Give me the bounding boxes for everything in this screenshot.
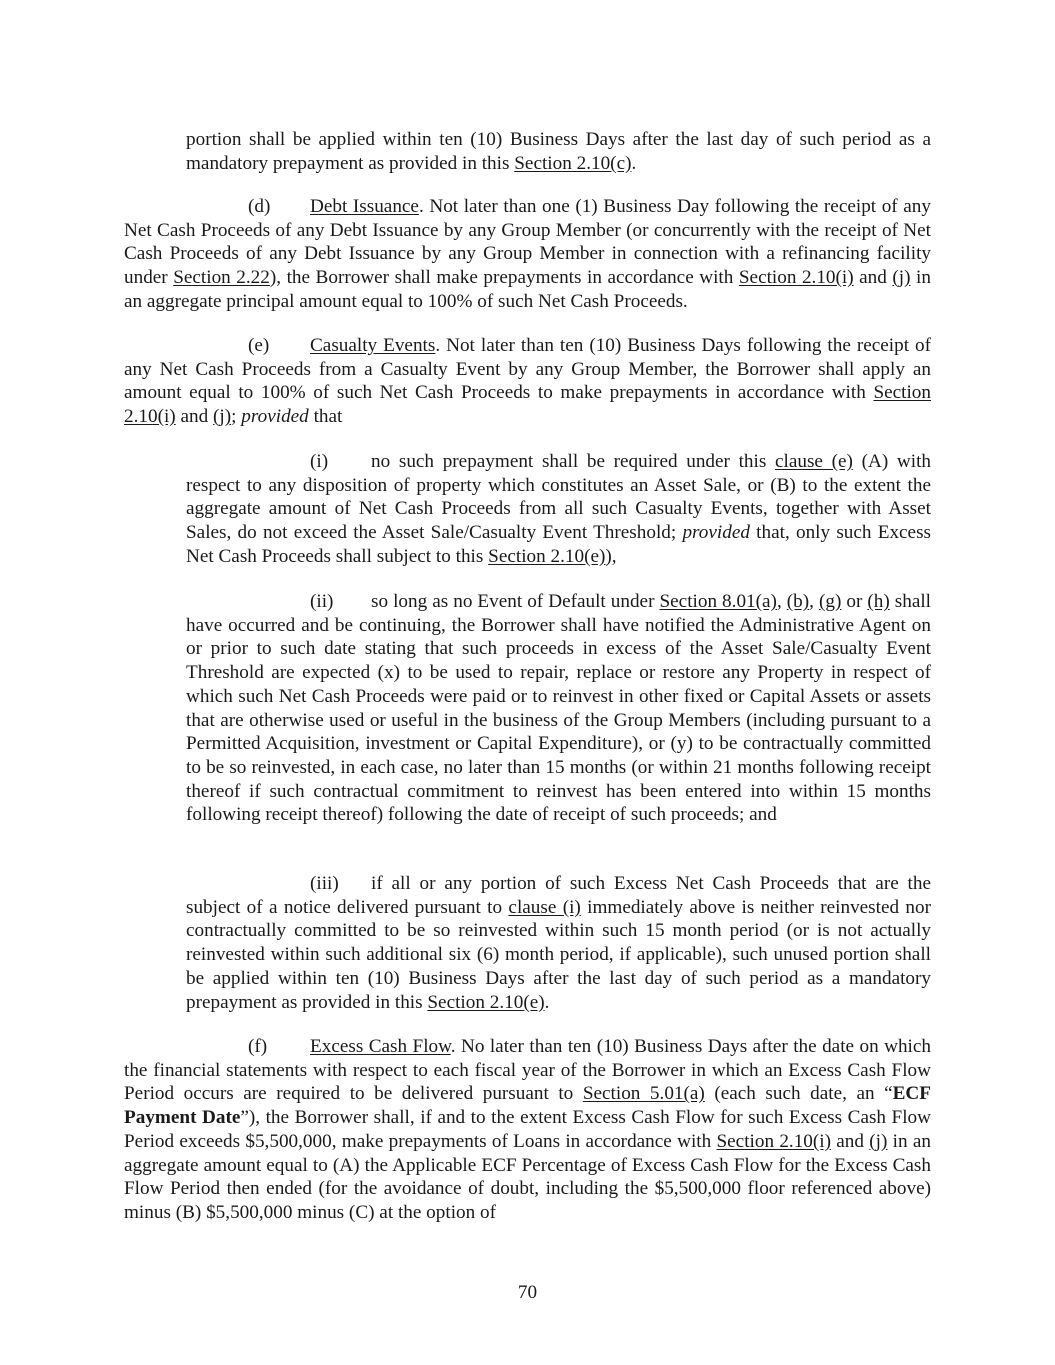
- italic-term: provided: [241, 406, 309, 428]
- section-reference: Section 5.01(a): [582, 1083, 705, 1105]
- section-reference: Section 2.22: [173, 267, 270, 289]
- paragraph-f-excess-cash-flow: [124, 1035, 931, 1225]
- section-reference: (h): [867, 591, 890, 612]
- section-reference: Section 2.10(e): [427, 991, 545, 1013]
- section-reference: (j): [213, 406, 232, 428]
- text: so long as no Event of Default under: [371, 591, 660, 612]
- text: ,: [809, 591, 819, 612]
- page-number: 70: [517, 1282, 538, 1303]
- paragraph-continuation: [186, 128, 931, 175]
- clause-heading: Casualty Events: [310, 335, 436, 356]
- section-reference: Section 8.01(a): [659, 591, 777, 612]
- section-reference: Section 2.10(i): [716, 1130, 832, 1152]
- text: portion shall be applied within ten (10) Business Days after the last day of such period as a mandatory prepayment as provided in this: [186, 129, 931, 174]
- text: that: [308, 406, 343, 428]
- clause-label: (e): [248, 335, 270, 356]
- text: ), the Borrower shall make prepayments in accordance with: [269, 267, 739, 289]
- text: no such prepayment shall be required under this: [371, 451, 775, 472]
- text: shall have occurred and be continuing, the Borrower shall have notified the Administrative Agent on or prior to such date stating that such proceeds in excess of the Asset Sale/Casualty Event Threshold are expected (x) to be used to repair, replace or restore any Property in respect of which such Net Cash Proceeds were paid or to reinvest in other fixed or Capital Assets or assets that are otherwise used or useful in the business of the Group Members (including pursuant to a Permitted Acquisition, investment or Capital Expenditure), or (y) to be contractually committed to be so reinvested, in each case, no later than 15 months (or within 21 months following receipt thereof if such contractual commitment to reinvest has been entered into within 15 months following receipt thereof) following the date of receipt of such proceeds; and: [186, 591, 932, 826]
- section-reference: clause (i): [508, 896, 581, 918]
- text: in an aggregate amount equal to (A) the Applicable ECF Percentage of Excess Cash Flow for the Excess Cash Flow Period then ended (for the avoidance of doubt, including the $5,500,000 floor referenced above) minus (B) $5,500,000 minus (C) at the option of: [124, 1130, 931, 1223]
- clause-heading: Debt Issuance: [310, 196, 419, 217]
- section-reference: (j): [892, 267, 911, 289]
- clause-label: (iii): [310, 873, 339, 894]
- text: if all or any portion of such Excess Net Cash Proceeds that are the subject of a notice delivered pursuant to: [186, 873, 931, 918]
- section-reference: Section 2.10(e): [488, 545, 606, 567]
- paragraph-e-ii: [186, 590, 931, 827]
- paragraph-d-debt-issuance: [124, 195, 931, 314]
- clause-label: (ii): [310, 591, 334, 612]
- text: (each such date, an “: [704, 1083, 893, 1105]
- text: ;: [231, 406, 242, 428]
- clause-label: (d): [248, 196, 271, 217]
- italic-term: provided: [682, 522, 750, 544]
- section-reference: Section 2.10(i): [738, 267, 854, 289]
- text: and: [175, 406, 214, 428]
- section-reference: (j): [869, 1130, 888, 1152]
- text: .: [544, 991, 550, 1013]
- text: or: [841, 591, 868, 612]
- clause-label: (f): [248, 1036, 268, 1057]
- section-reference: clause (e): [774, 451, 853, 472]
- text: (A) with respect to any disposition of property which constitutes an Asset Sale, or (B) to the extent the aggregate amount of Net Cash Proceeds from all such Casualty Events, together with Asset Sales, do not exceed the Asset Sale/Casualty Event Threshold;: [186, 451, 931, 544]
- section-reference: Section 2.10(c): [514, 152, 632, 174]
- clause-heading: Excess Cash Flow: [310, 1036, 451, 1057]
- text: .: [631, 152, 637, 174]
- text: ),: [605, 545, 617, 567]
- text: and: [831, 1130, 870, 1152]
- text: . Not later than one (1) Business Day following the receipt of any Net Cash Proceeds of any Debt Issuance by any Group Member (or concurrently with the receipt of Net Cash Proceeds of any Debt Issuance by any Group Member in connection with a refinancing facility under: [124, 196, 931, 289]
- section-reference: Section 2.10(i): [124, 382, 931, 428]
- section-reference: (b): [786, 591, 810, 612]
- section-reference: (g): [818, 591, 842, 612]
- text: and: [853, 267, 893, 289]
- text: . Not later than ten (10) Business Days following the receipt of any Net Cash Proceeds from a Casualty Event by any Group Member, the Borrower shall apply an amount equal to 100% of such Net Cash Proceeds to make prepayments in accordance with: [124, 335, 931, 404]
- text: in an aggregate principal amount equal to 100% of such Net Cash Proceeds.: [124, 267, 931, 312]
- clause-label: (i): [310, 451, 329, 472]
- paragraph-e-casualty-events: [124, 334, 931, 429]
- text: immediately above is neither reinvested nor contractually committed to be so reinvested within such 15 month period (or is not actually reinvested within such additional six (6) month period, if applicable), such unused portion shall be applied within ten (10) Business Days after the last day of such period as a mandatory prepayment as provided in this: [186, 896, 931, 1013]
- paragraph-e-i: [186, 450, 931, 569]
- defined-term: ECF Payment Date: [124, 1083, 931, 1129]
- text: . No later than ten (10) Business Days after the date on which the financial statements with respect to each fiscal year of the Borrower in which an Excess Cash Flow Period occurs are required to be delivered pursuant to: [124, 1036, 931, 1105]
- paragraph-e-iii: [186, 872, 931, 1014]
- text: ”), the Borrower shall, if and to the extent Excess Cash Flow for such Excess Cash Flow Period exceeds $5,500,000, make prepayments of Loans in accordance with: [124, 1107, 931, 1152]
- text: that, only such Excess Net Cash Proceeds shall subject to this: [186, 522, 932, 567]
- text: ,: [776, 591, 787, 612]
